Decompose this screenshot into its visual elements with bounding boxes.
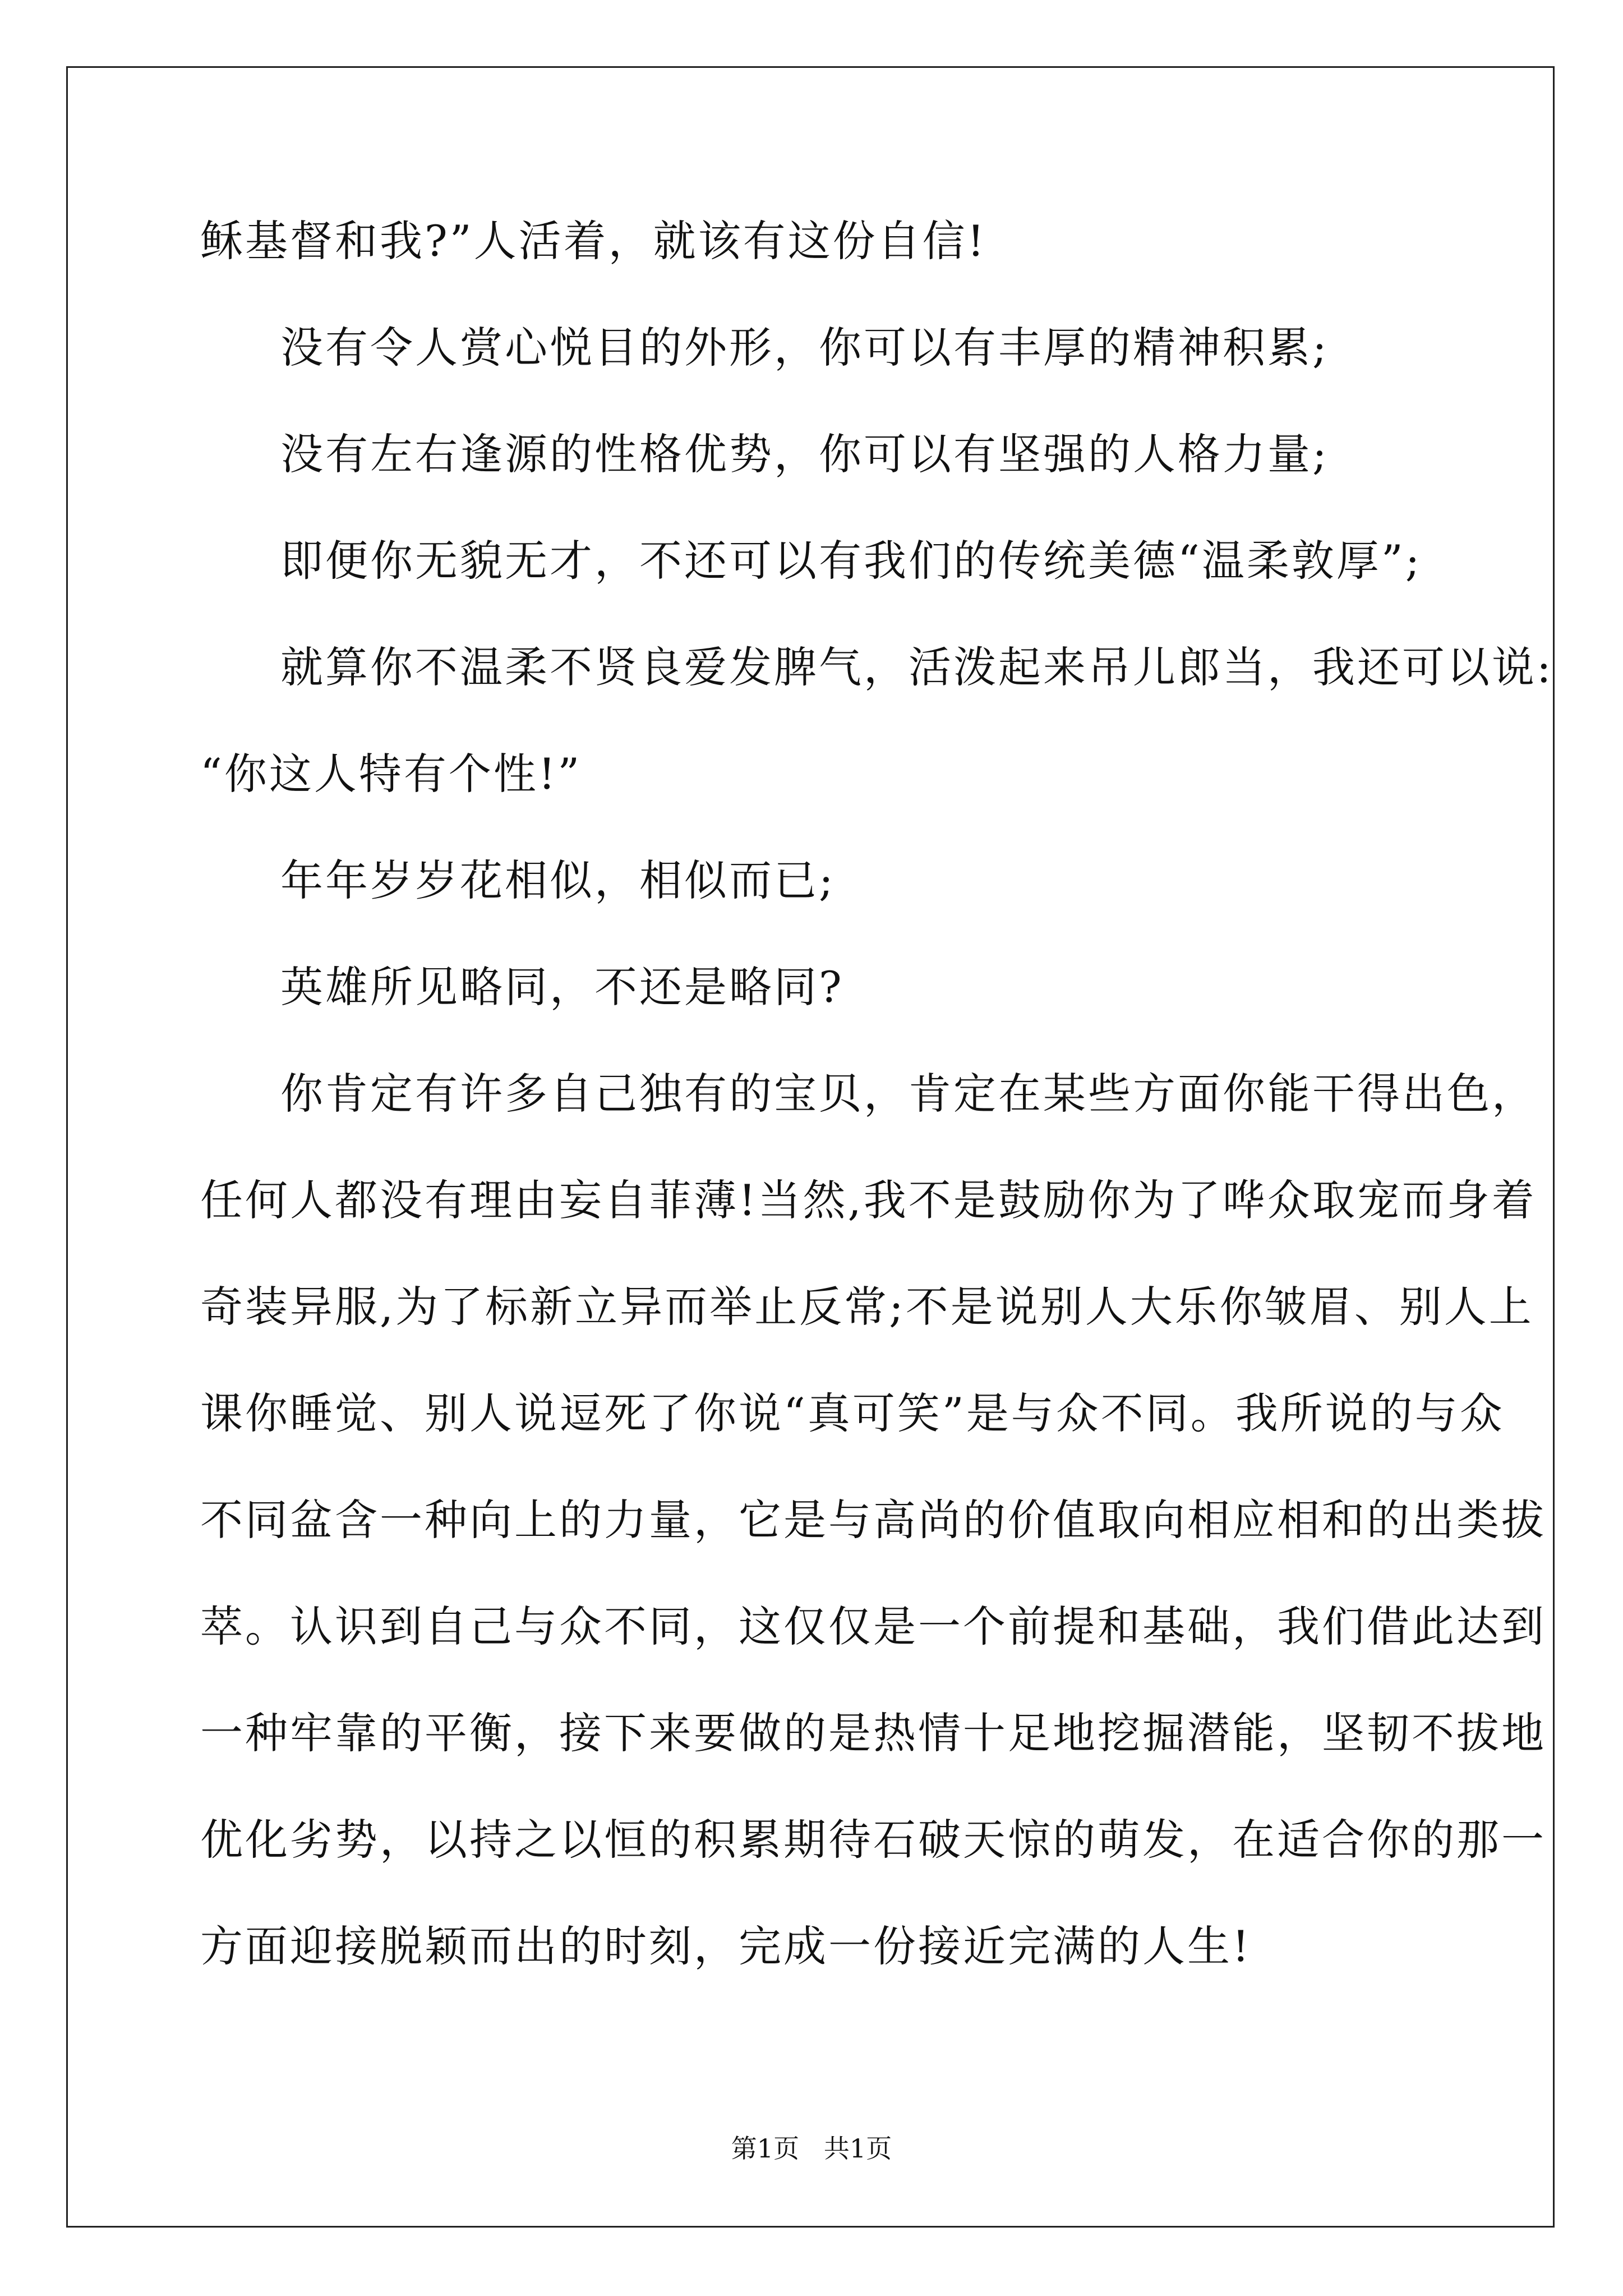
text-line: 稣基督和我?”人活着，就该有这份自信! [200, 216, 987, 266]
page-border [66, 66, 1555, 2228]
text-line: 没有令人赏心悦目的外形，你可以有丰厚的精神积累; [280, 323, 1329, 372]
text-line: 方面迎接脱颖而出的时刻，完成一份接近完满的人生! [200, 1921, 1252, 1971]
text-line: 年年岁岁花相似，相似而已; [280, 855, 836, 905]
text-line: 优化劣势，以持之以恒的积累期待石破天惊的萌发，在适合你的那一 [200, 1815, 1546, 1865]
text-line: 课你睡觉、别人说逗死了你说“真可笑”是与众不同。我所说的与众 [200, 1388, 1505, 1438]
text-line: 一种牢靠的平衡，接下来要做的是热情十足地挖掘潜能，坚韧不拔地 [200, 1708, 1546, 1758]
text-line: 即便你无貌无才，不还可以有我们的传统美德“温柔敦厚”; [280, 536, 1422, 586]
text-line: 任何人都没有理由妄自菲薄!当然,我不是鼓励你为了哗众取宠而身着 [200, 1175, 1537, 1225]
text-line: 奇装异服,为了标新立异而举止反常;不是说别人大乐你皱眉、别人上 [200, 1282, 1534, 1332]
text-line: “你这人特有个性!” [200, 749, 582, 799]
page-number-footer: 第1页 共1页 [731, 2133, 892, 2164]
text-line: 你肯定有许多自己独有的宝贝，肯定在某些方面你能干得出色， [280, 1069, 1537, 1119]
text-line: 就算你不温柔不贤良爱发脾气，活泼起来吊儿郎当，我还可以说: [280, 642, 1553, 692]
text-line: 不同盆含一种向上的力量，它是与高尚的价值取向相应相和的出类拔 [200, 1495, 1546, 1545]
text-line: 没有左右逢源的性格优势，你可以有坚强的人格力量; [280, 429, 1329, 479]
text-line: 英雄所见略同，不还是略同? [280, 962, 844, 1012]
text-line: 萃。认识到自己与众不同，这仅仅是一个前提和基础，我们借此达到 [200, 1602, 1546, 1651]
